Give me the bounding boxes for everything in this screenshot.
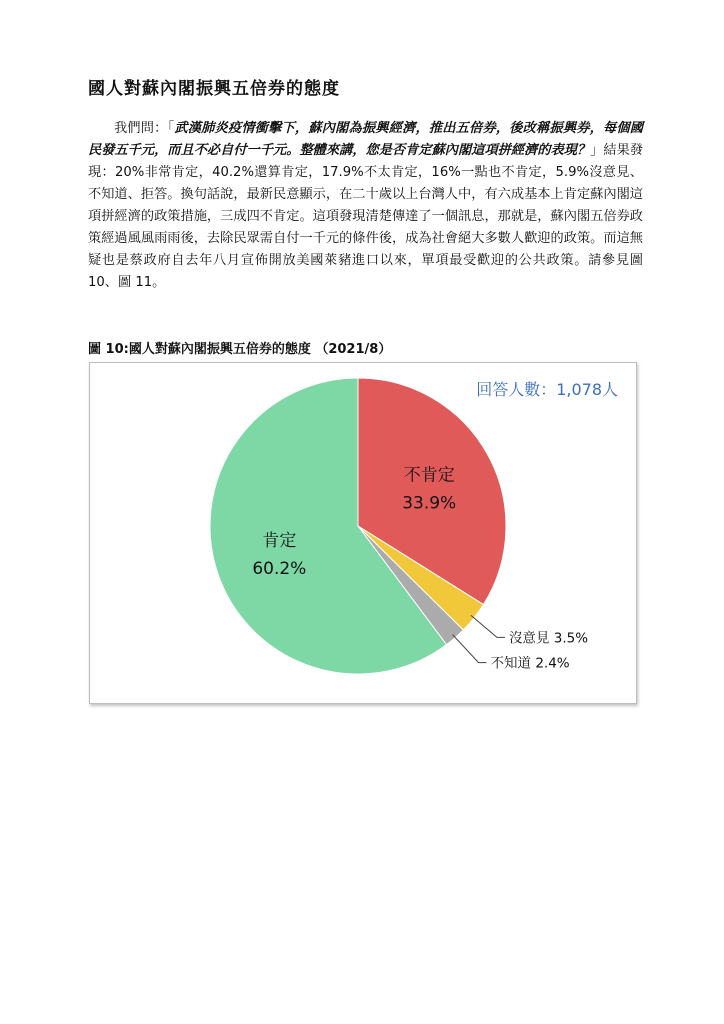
slice-value-label-0: 33.9% bbox=[402, 493, 457, 514]
figure-caption: 圖 10:國人對蘇內閣振興五倍券的態度 （2021/8） bbox=[88, 342, 392, 357]
pie-slices bbox=[210, 378, 506, 674]
slice-value-label-3: 60.2% bbox=[252, 559, 307, 580]
slice-name-label-3: 肯定 bbox=[262, 531, 297, 552]
slice-outside-label-1: 沒意見 3.5% bbox=[508, 630, 589, 647]
slice-outside-label-2: 不知道 2.4% bbox=[490, 655, 570, 672]
pie-chart-container bbox=[89, 362, 637, 704]
pie-chart bbox=[90, 363, 636, 703]
paragraph-prefix: 我們問：「 bbox=[114, 121, 175, 136]
paragraph-findings: 」結果發現：20%非常肯定，40.2%還算肯定，17.9%不太肯定，16%一點也不肯定，5.9%沒意見、不知道、拒答。換句話說，最新民意顯示，在二十歲以上台灣人中，有六成基本上肯定蘇內閣這項拼經濟的政策措施，三成四不肯定。這項發現清楚傳達了一個訊息，那就是，蘇內閣五倍券政策經過風風雨雨後，去除民眾需自付一千元的條件後，成為社會絕大多數人歡迎的政策。而這無疑也是蔡政府自去年八月宣佈開放美國萊豬進口以來，單項最受歡迎的公共政策。請參見圖 10、圖 11。 bbox=[88, 143, 644, 290]
leader-line-1 bbox=[471, 615, 505, 637]
body-paragraph bbox=[88, 118, 643, 294]
survey-question: 武漢肺炎疫情衝擊下，蘇內閣為振興經濟，推出五倍券，後改稱振興券，每個國民發五千元，而且不必自付一千元。整體來講，您是否肯定蘇內閣這項拼經濟的表現？ bbox=[88, 121, 643, 158]
leader-line-2 bbox=[453, 635, 487, 663]
respondents-count: 回答人數：1,078人 bbox=[476, 380, 618, 399]
slice-name-label-0: 不肯定 bbox=[403, 465, 455, 486]
page-title: 國人對蘇內閣振興五倍券的態度 bbox=[88, 79, 340, 99]
